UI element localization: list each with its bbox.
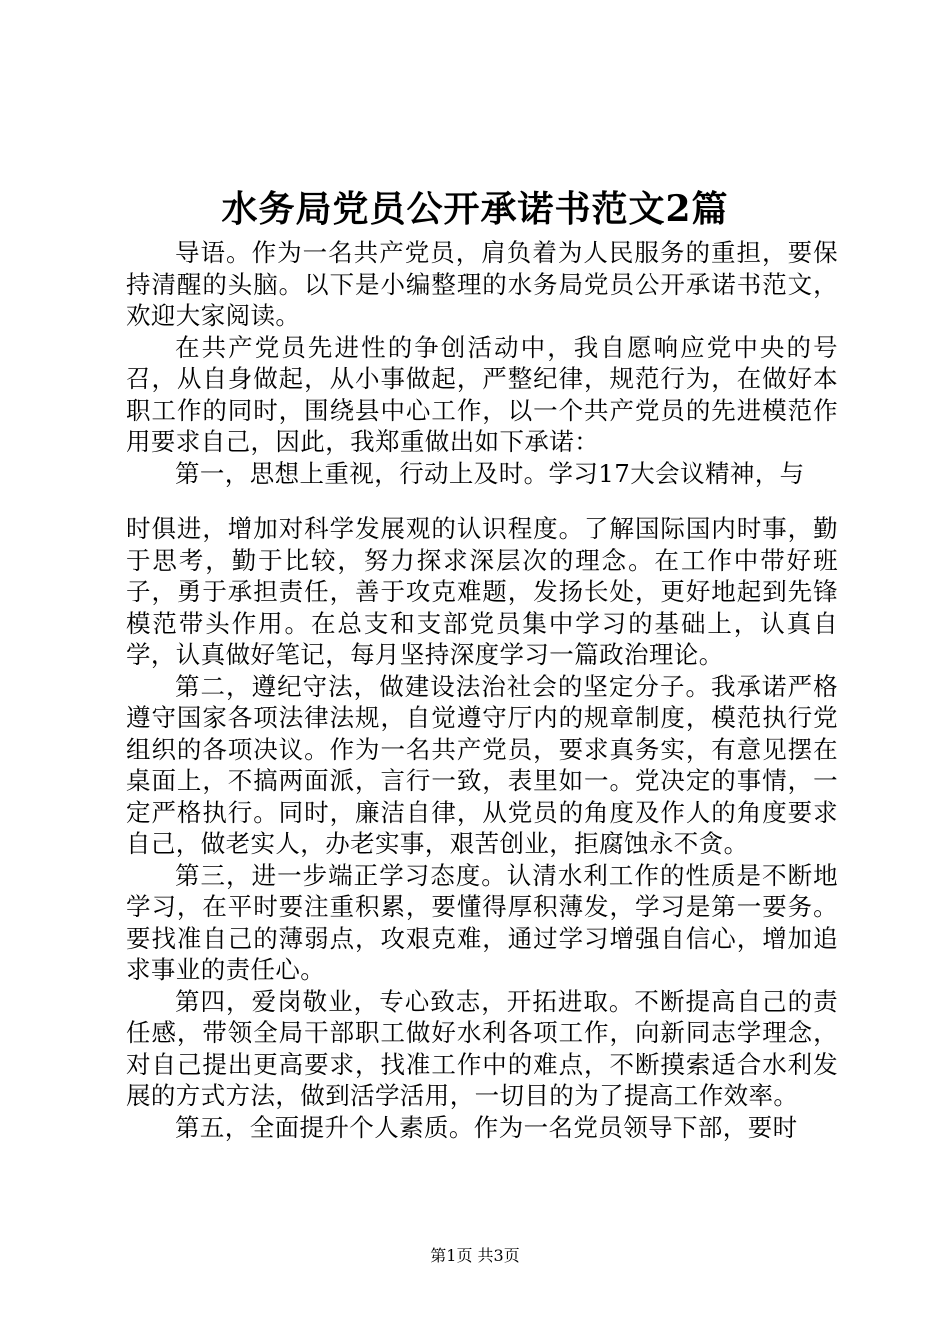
document-title: 水务局党员公开承诺书范文2篇 bbox=[221, 188, 729, 230]
paragraph-second: 第二，遵纪守法，做建设法治社会的坚定分子。我承诺严格遵守国家各项法律法规，自觉遵守厅内的规章制度，模范执行党组织的各项决议。作为一名共产党员，要求真务实，有意见摆在桌面上，不搞两面派，言行一致，表里如一。党决定的事情，一定严格执行。同时，廉洁自律，从党员的角度及作人的角度要求自己，做老实人，办老实事，艰苦创业，拒腐蚀永不贪。 bbox=[126, 671, 838, 858]
paragraph-third: 第三，进一步端正学习态度。认清水利工作的性质是不断地学习，在平时要注重积累，要懂得厚积薄发，学习是第一要务。要找准自己的薄弱点，攻艰克难，通过学习增强自信心，增加追求事业的责任心。 bbox=[126, 860, 838, 984]
paragraph-fourth: 第四，爱岗敬业，专心致志，开拓进取。不断提高自己的责任感，带领全局干部职工做好水利各项工作，向新同志学理念，对自己提出更高要求，找准工作中的难点，不断摸索适合水利发展的方式方法，做到活学活用，一切目的为了提高工作效率。 bbox=[126, 986, 838, 1110]
paragraph-preamble: 在共产党员先进性的争创活动中，我自愿响应党中央的号召，从自身做起，从小事做起，严整纪律，规范行为，在做好本职工作的同时，围绕县中心工作，以一个共产党员的先进模范作用要求自己，因此，我郑重做出如下承诺： bbox=[126, 332, 838, 456]
paragraph-fifth: 第五，全面提升个人素质。作为一名党员领导下部，要时 bbox=[175, 1112, 798, 1142]
text-block-lower bbox=[126, 513, 838, 1143]
page-number-footer: 第1页 共3页 bbox=[430, 1246, 520, 1265]
text-block-upper bbox=[126, 237, 838, 489]
paragraph-first-continued: 时俱进，增加对科学发展观的认识程度。了解国际国内时事，勤于思考，勤于比较，努力探求深层次的理念。在工作中带好班子，勇于承担责任，善于攻克难题，发扬长处，更好地起到先锋模范带头作用。在总支和支部党员集中学习的基础上，认真自学，认真做好笔记，每月坚持深度学习一篇政治理论。 bbox=[126, 514, 838, 669]
paragraph-first-start: 第一，思想上重视，行动上及时。学习17大会议精神，与 bbox=[175, 458, 805, 488]
paragraph-intro: 导语。作为一名共产党员，肩负着为人民服务的重担，要保持清醒的头脑。以下是小编整理的水务局党员公开承诺书范文，欢迎大家阅读。 bbox=[126, 238, 838, 330]
